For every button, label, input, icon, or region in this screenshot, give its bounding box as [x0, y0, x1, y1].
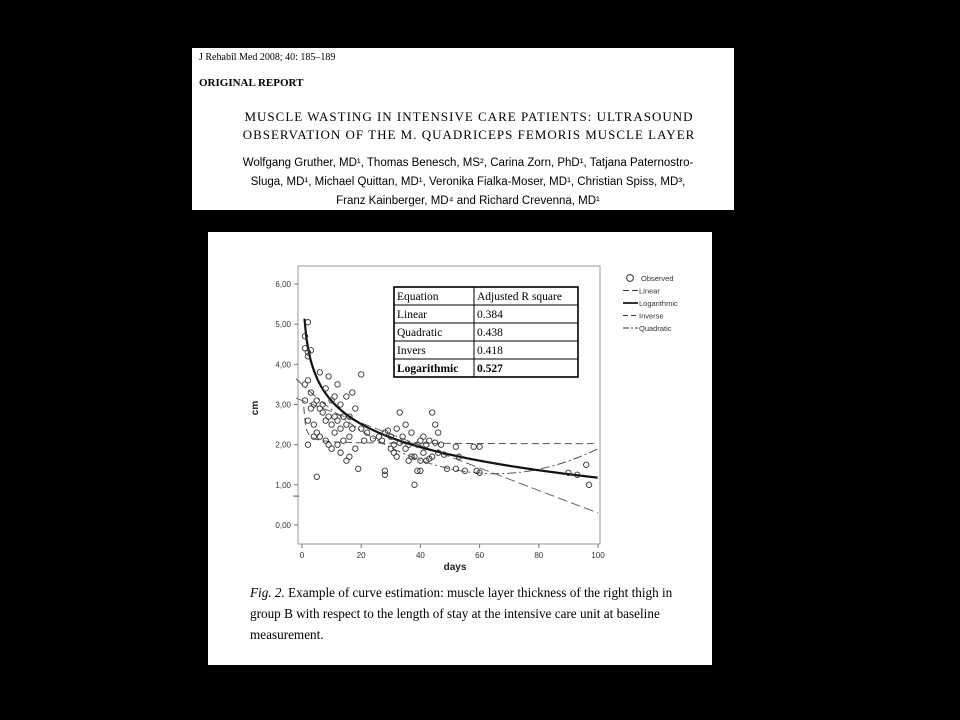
observed-point	[338, 402, 343, 407]
table-cell: 0.418	[477, 345, 503, 357]
table-cell: 0.527	[477, 363, 503, 375]
observed-point	[329, 446, 334, 451]
observed-point	[347, 454, 352, 459]
article-header	[192, 48, 734, 210]
table-header-cell: Equation	[397, 291, 439, 303]
x-tick-label: 20	[356, 551, 366, 560]
authors-line-2: Sluga, MD¹, Michael Quittan, MD¹, Veronika Fialka-Moser, MD¹, Christian Spiss, MD³,	[250, 176, 686, 188]
observed-point	[382, 472, 387, 477]
x-tick-label: 40	[415, 551, 425, 560]
observed-point	[329, 422, 334, 427]
observed-point	[323, 386, 328, 391]
observed-point	[471, 444, 476, 449]
x-axis-label: days	[443, 562, 467, 573]
legend-label: Inverse	[639, 311, 664, 321]
article-title	[212, 108, 726, 144]
observed-point	[338, 426, 343, 431]
legend-marker-observed	[627, 275, 634, 282]
figure-caption	[250, 582, 700, 645]
observed-point	[433, 422, 438, 427]
observed-point	[305, 418, 310, 423]
observed-point	[438, 442, 443, 447]
observed-point	[350, 426, 355, 431]
observed-point	[430, 410, 435, 415]
inverse-fit-curve	[304, 407, 597, 444]
legend-label: Quadratic	[639, 324, 672, 333]
table-cell: Quadratic	[397, 327, 443, 339]
table-cell: 0.384	[477, 309, 503, 321]
observed-point	[350, 390, 355, 395]
r-square-table	[394, 287, 578, 377]
y-tick-label: 5,00	[275, 320, 291, 330]
observed-point	[356, 466, 361, 471]
observed-point	[421, 434, 426, 439]
title-line-1: MUSCLE WASTING IN INTENSIVE CARE PATIENTS: ULTRASOUND	[244, 109, 694, 124]
table-cell: Logarithmic	[397, 363, 459, 375]
observed-point	[586, 482, 591, 487]
table-cell: Linear	[397, 309, 428, 321]
observed-point	[353, 446, 358, 451]
y-tick-label: 6,00	[275, 280, 291, 289]
curve-estimation-chart	[208, 232, 712, 577]
y-tick-label: 3,00	[275, 400, 291, 410]
caption-text: Example of curve estimation: muscle layer thickness of the right thigh in group B with respect to the length of stay at the intensive care unit at baseline measurement.	[250, 585, 673, 642]
x-tick-label: 60	[475, 551, 485, 560]
observed-point	[335, 382, 340, 387]
observed-point	[320, 410, 325, 415]
observed-point	[403, 422, 408, 427]
y-tick-label: 0,00	[275, 521, 291, 530]
y-axis-ticks	[275, 280, 298, 530]
journal-citation: J Rehabil Med 2008; 40: 185–189	[199, 52, 336, 63]
x-tick-label: 100	[591, 551, 605, 560]
observed-point	[326, 414, 331, 419]
observed-point	[332, 430, 337, 435]
table-header-cell: Adjusted R square	[477, 291, 562, 303]
authors-line-1: Wolfgang Gruther, MD¹, Thomas Benesch, MS², Carina Zorn, PhD¹, Tatjana Paternostro-	[242, 157, 694, 169]
observed-point	[347, 434, 352, 439]
observed-point	[370, 436, 375, 441]
observed-point	[362, 438, 367, 443]
report-type: ORIGINAL REPORT	[199, 77, 304, 89]
observed-point	[394, 426, 399, 431]
observed-point	[332, 394, 337, 399]
observed-point	[311, 422, 316, 427]
observed-point	[433, 440, 438, 445]
y-tick-label: 1,00	[275, 480, 291, 490]
observed-point	[335, 418, 340, 423]
observed-point	[409, 430, 414, 435]
observed-point	[436, 430, 441, 435]
observed-point	[344, 422, 349, 427]
chart-legend	[623, 274, 678, 333]
observed-point	[453, 466, 458, 471]
title-line-2: OBSERVATION OF THE M. QUADRICEPS FEMORIS MUSCLE LAYER	[242, 127, 696, 142]
observed-point	[477, 444, 482, 449]
observed-point	[453, 444, 458, 449]
observed-point	[444, 466, 449, 471]
y-tick-label: 2,00	[275, 440, 291, 450]
observed-point	[344, 394, 349, 399]
observed-point	[305, 442, 310, 447]
legend-label: Linear	[639, 286, 660, 296]
figure-label: Fig. 2.	[250, 585, 285, 600]
observed-point	[317, 434, 322, 439]
observed-point	[421, 450, 426, 455]
x-axis-ticks	[300, 544, 605, 560]
observed-point	[314, 474, 319, 479]
authors-line-3: Franz Kainberger, MD⁴ and Richard Crevenna, MD¹	[336, 195, 600, 207]
table-cell: 0.438	[477, 327, 503, 339]
author-list	[208, 154, 728, 211]
y-tick-label: 4,00	[275, 360, 291, 370]
legend-label: Logarithmic	[639, 299, 678, 308]
observed-point	[412, 482, 417, 487]
observed-point	[317, 370, 322, 375]
x-tick-label: 0	[299, 551, 305, 560]
observed-point	[359, 426, 364, 431]
observed-point	[584, 462, 589, 467]
observed-point	[353, 406, 358, 411]
observed-point	[326, 374, 331, 379]
observed-point	[305, 320, 310, 325]
figure-panel	[208, 232, 712, 665]
observed-point	[338, 450, 343, 455]
observed-point	[397, 410, 402, 415]
table-cell: Invers	[397, 345, 426, 357]
x-tick-label: 80	[534, 551, 544, 560]
observed-point	[335, 442, 340, 447]
observed-point	[359, 372, 364, 377]
observed-point	[427, 438, 432, 443]
observed-point	[341, 438, 346, 443]
observed-point	[314, 398, 319, 403]
observed-point	[305, 378, 310, 383]
legend-label: Observed	[641, 274, 674, 283]
observed-point	[394, 454, 399, 459]
y-axis-label: cm	[250, 400, 261, 416]
